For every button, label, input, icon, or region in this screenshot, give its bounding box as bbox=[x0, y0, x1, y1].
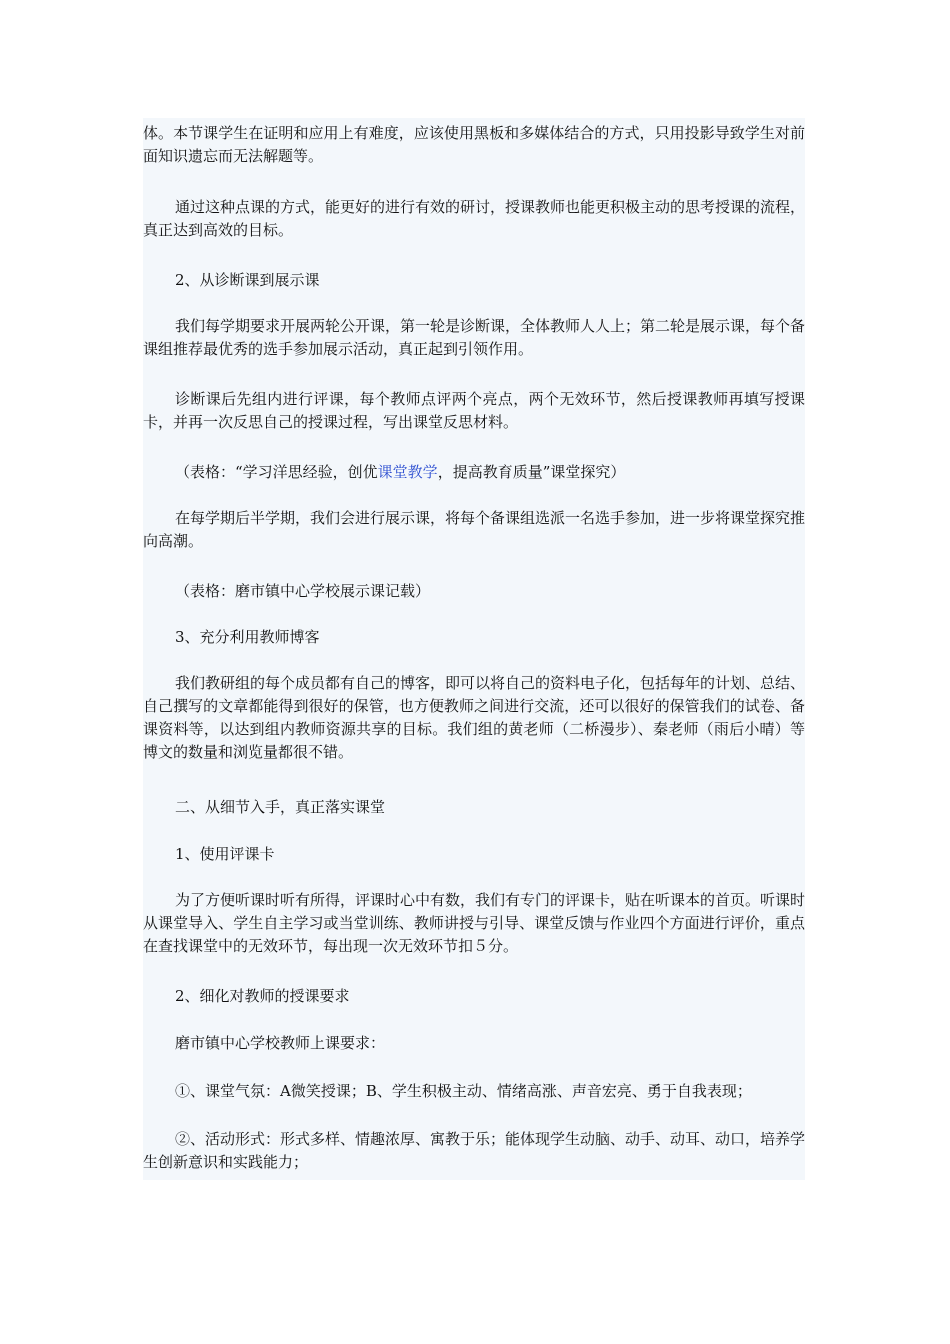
heading-teacher-blog: 3、充分利用教师博客 bbox=[175, 628, 320, 646]
article-body bbox=[143, 118, 805, 1180]
paragraph-diagnosis-review: 诊断课后先组内进行评课，每个教师点评两个亮点，两个无效环节，然后授课教师再填写授课卡，并再一次反思自己的授课过程，写出课堂反思材料。 bbox=[143, 390, 805, 431]
paragraph-table-note-1 bbox=[143, 461, 805, 484]
classroom-teaching-link[interactable]: 课堂教学 bbox=[377, 463, 438, 481]
paragraph-point-lesson: 通过这种点课的方式，能更好的进行有效的研讨，授课教师也能更积极主动的思考授课的流程，真正达到高效的目标。 bbox=[143, 198, 806, 239]
paragraph-demo-lesson: 在每学期后半学期，我们会进行展示课，将每个备课组选派一名选手参加，进一步将课堂探究推向高潮。 bbox=[143, 509, 806, 550]
paragraph-requirements-title: 磨市镇中心学校教师上课要求： bbox=[175, 1034, 386, 1052]
table-note-1-before: （表格：“学习洋思经验，创优 bbox=[175, 463, 378, 481]
heading-details: 二、从细节入手，真正落实课堂 bbox=[175, 798, 386, 816]
heading-teaching-requirements: 2、细化对教师的授课要求 bbox=[175, 987, 350, 1005]
paragraph-requirement-2: ②、活动形式：形式多样、情趣浓厚、寓教于乐；能体现学生动脑、动手、动耳、动口，培养学生创新意识和实践能力； bbox=[143, 1130, 806, 1171]
paragraph-two-rounds: 我们每学期要求开展两轮公开课，第一轮是诊断课，全体教师人人上；第二轮是展示课，每个备课组推荐最优秀的选手参加展示活动，真正起到引领作用。 bbox=[143, 317, 806, 358]
paragraph-blog-usage: 我们教研组的每个成员都有自己的博客，即可以将自己的资料电子化，包括每年的计划、总结、自己撰写的文章都能得到很好的保管，也方便教师之间进行交流，还可以很好的保管我们的试卷、备课资料等，以达到组内教师资源共享的目标。我们组的黄老师（二桥漫步）、秦老师（雨后小晴）等博文的数量和浏览量都很不错。 bbox=[143, 674, 806, 761]
paragraph-proof-difficulty: 体。本节课学生在证明和应用上有难度，应该使用黑板和多媒体结合的方式，只用投影导致学生对前面知识遗忘而无法解题等。 bbox=[143, 124, 805, 165]
paragraph-requirement-1: ①、课堂气氛：A微笑授课；B、学生积极主动、情绪高涨、声音宏亮、勇于自我表现； bbox=[175, 1082, 752, 1100]
paragraph-table-note-2: （表格：磨市镇中心学校展示课记载） bbox=[175, 582, 431, 600]
table-note-1-after: ，提高教育质量”课堂探究） bbox=[437, 463, 626, 481]
heading-diagnosis-to-demo: 2、从诊断课到展示课 bbox=[175, 271, 320, 289]
paragraph-evaluation-card: 为了方便听课时听有所得，评课时心中有数，我们有专门的评课卡，贴在听课本的首页。听课时从课堂导入、学生自主学习或当堂训练、教师讲授与引导、课堂反馈与作业四个方面进行评价，重点在查找课堂中的无效环节，每出现一次无效环节扣５分。 bbox=[143, 891, 806, 955]
heading-evaluation-card: 1、使用评课卡 bbox=[175, 845, 275, 863]
